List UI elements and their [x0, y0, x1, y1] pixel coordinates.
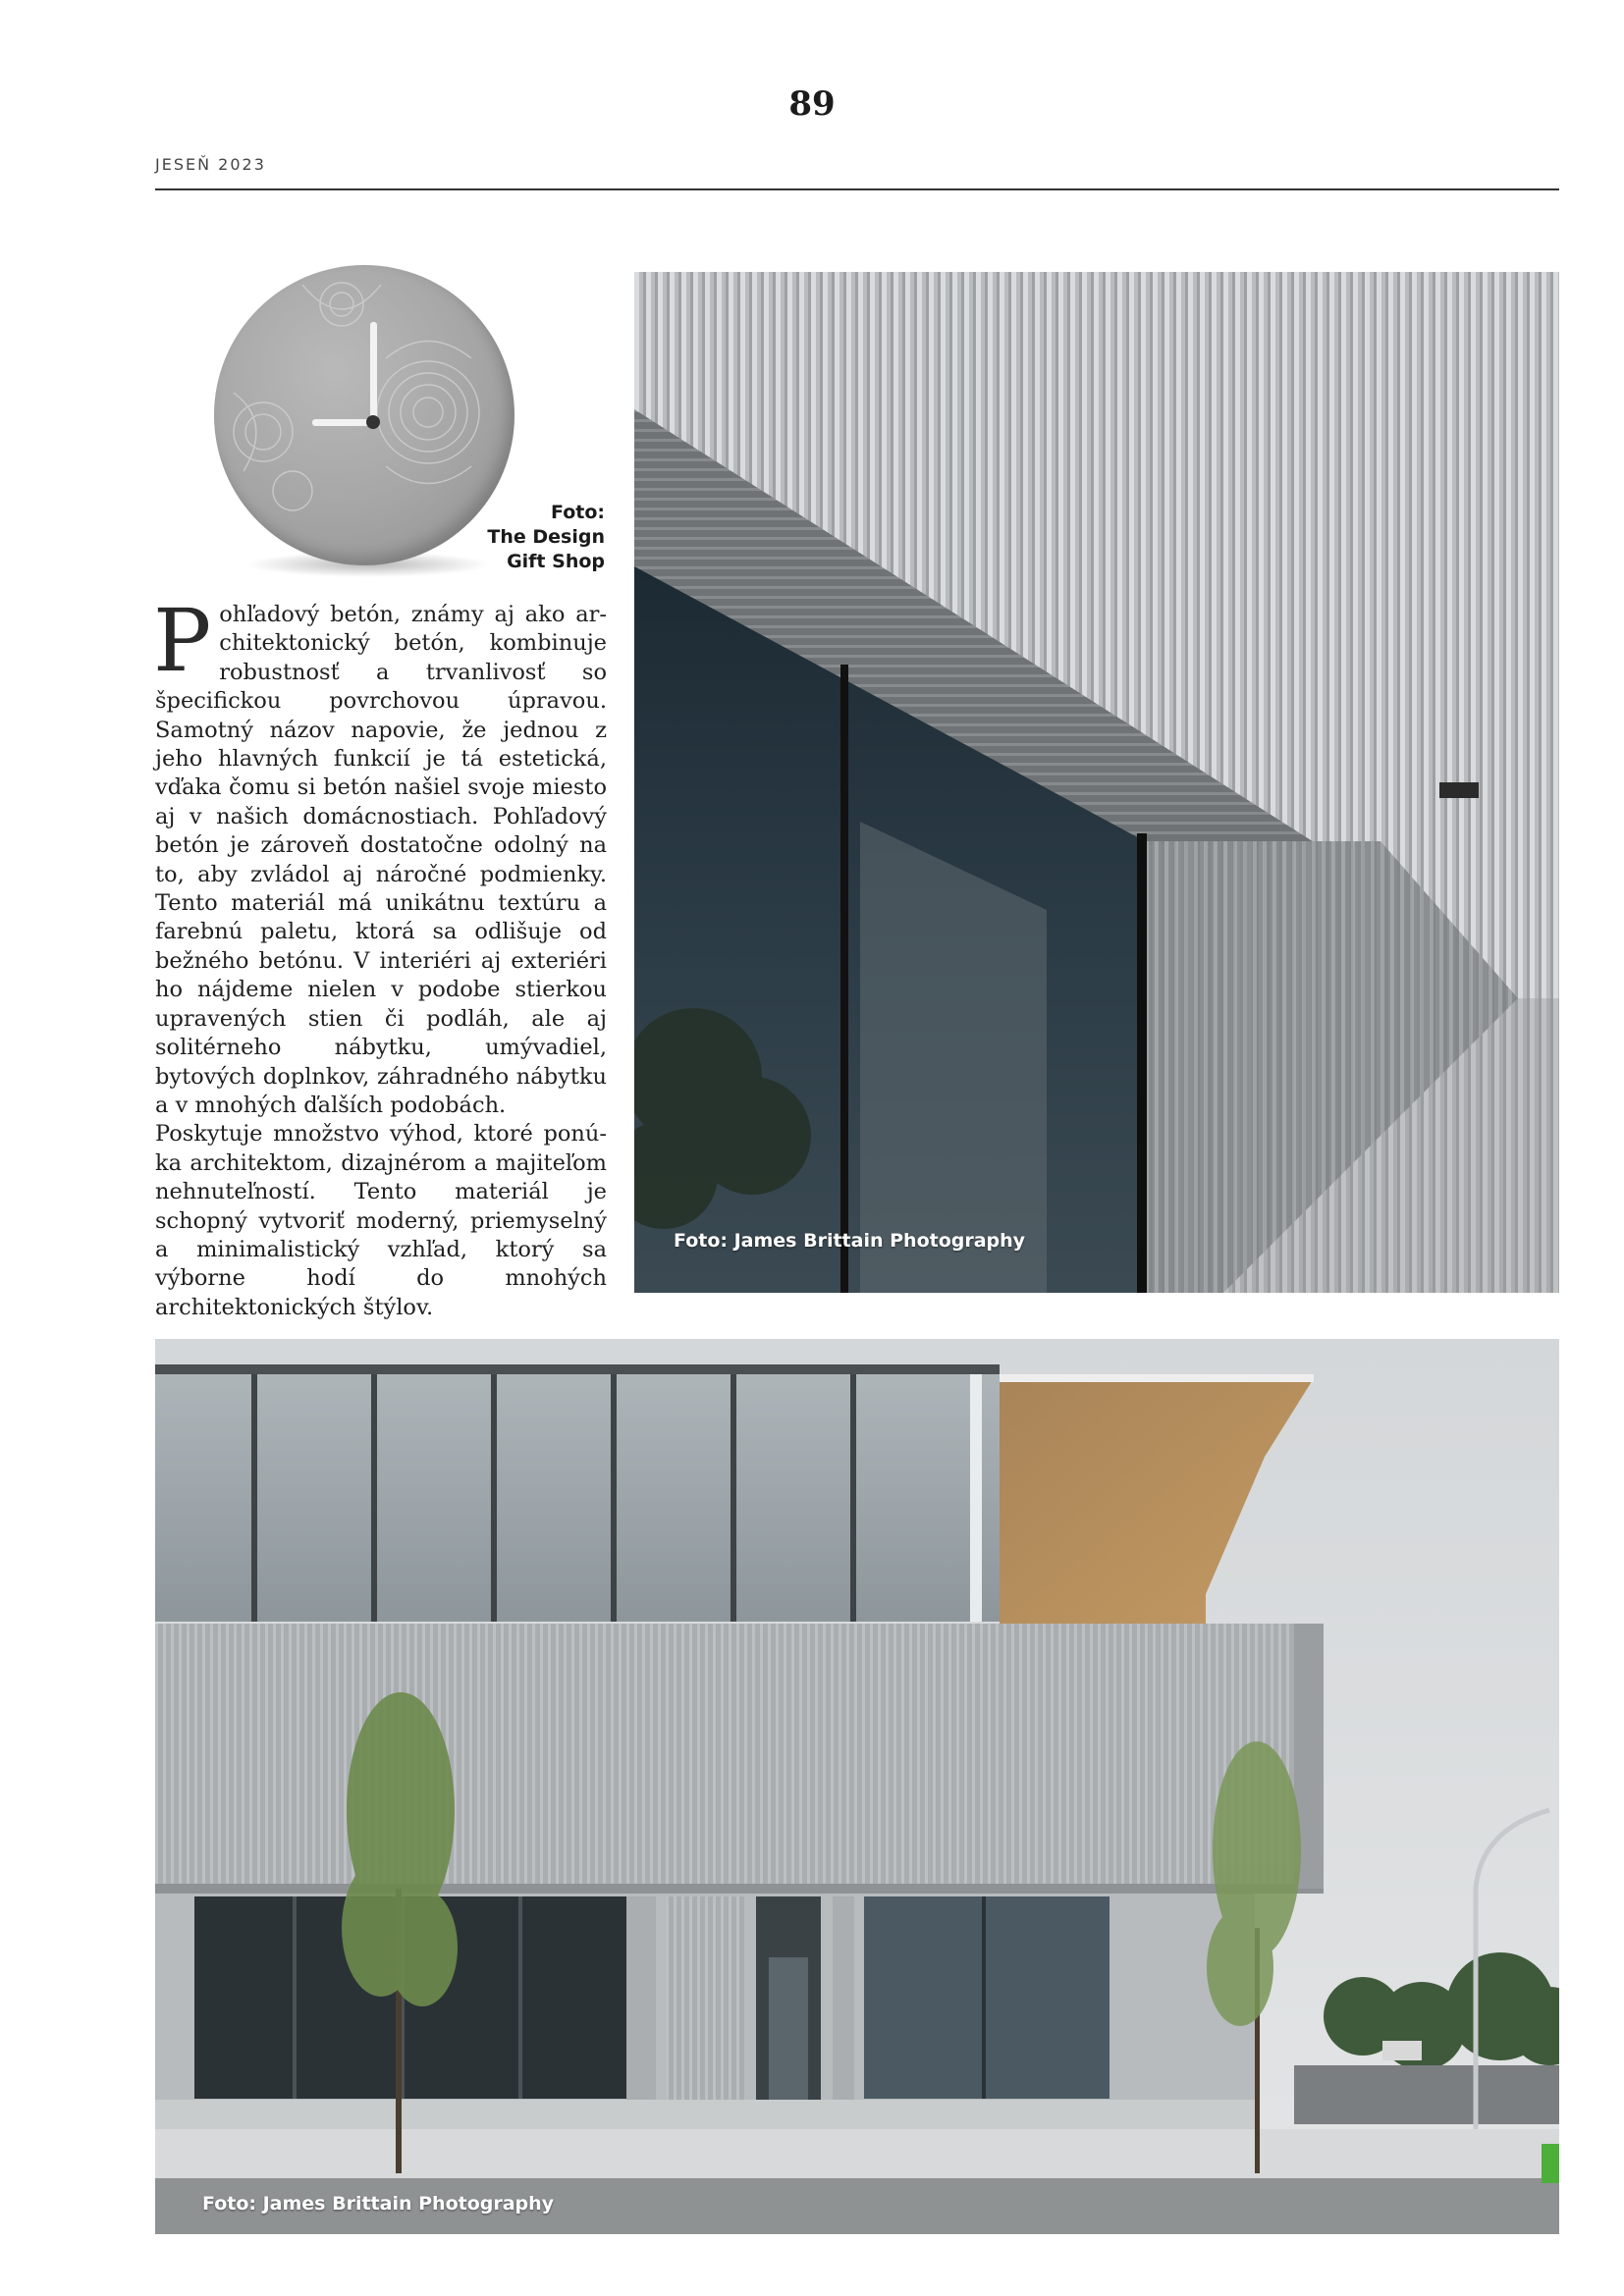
clock-center-pin: [366, 415, 380, 429]
building-exterior-illustration: [155, 1339, 1559, 2234]
drop-cap: P: [153, 590, 212, 691]
clock-photo-caption: [432, 501, 605, 574]
article-paragraph-2: Poskytuje množstvo výhod, ktoré ponúka architektom, dizajnérom a majiteľom nehnuteľností. Tento materiál je schopný vytvoriť moderný, priemyselný a minimalistický vzhľad, ktorý sa výborne hodí do mnohých architektonických štýlov.: [155, 1121, 607, 1320]
clock-caption-line: Gift Shop: [507, 551, 605, 572]
building-exterior-photo: [155, 1339, 1559, 2234]
article-body: [153, 590, 607, 1322]
paragraph-1-text: ohľadový betón, známy aj ako architektonický betón, kombinuje robustnosť a trvanlivosť so špecifickou povrchovou úpravou. Samotný názov napovie, že jednou z jeho hlavných funkcií je tá estetická, vďaka čomu si betón našiel svoje miesto aj v našich domácnostiach. Pohľadový betón je zároveň dostatočne odolný na to, aby zvládol aj náročné podmienky. Tento materiál má unikátnu textúru a farebnú paletu, ktorá sa odlišuje od bežného betónu. V interiéri aj exteriéri ho nájdeme nielen v podobe stierkou upravených stien či podláh, ale aj solitérneho nábytku, umývadiel, bytových doplnkov, záhradného nábytku a v mnohých ďalších podobách.: [155, 602, 607, 1118]
facade-detail-illustration: [634, 272, 1559, 1293]
facade-detail-caption: Foto: James Brittain Photography: [674, 1230, 1026, 1252]
facade-detail-photo: [634, 272, 1559, 1293]
clock-caption-line: Foto:: [551, 502, 605, 523]
page-number: 89: [788, 84, 836, 124]
clock-minute-hand: [370, 322, 377, 425]
header-rule: [155, 188, 1559, 190]
building-exterior-caption: Foto: James Brittain Photography: [202, 2193, 555, 2215]
issue-label: JESEŇ 2023: [155, 155, 266, 174]
clock-caption-line: The Design: [487, 526, 605, 548]
article-paragraph-1: [153, 590, 607, 1120]
